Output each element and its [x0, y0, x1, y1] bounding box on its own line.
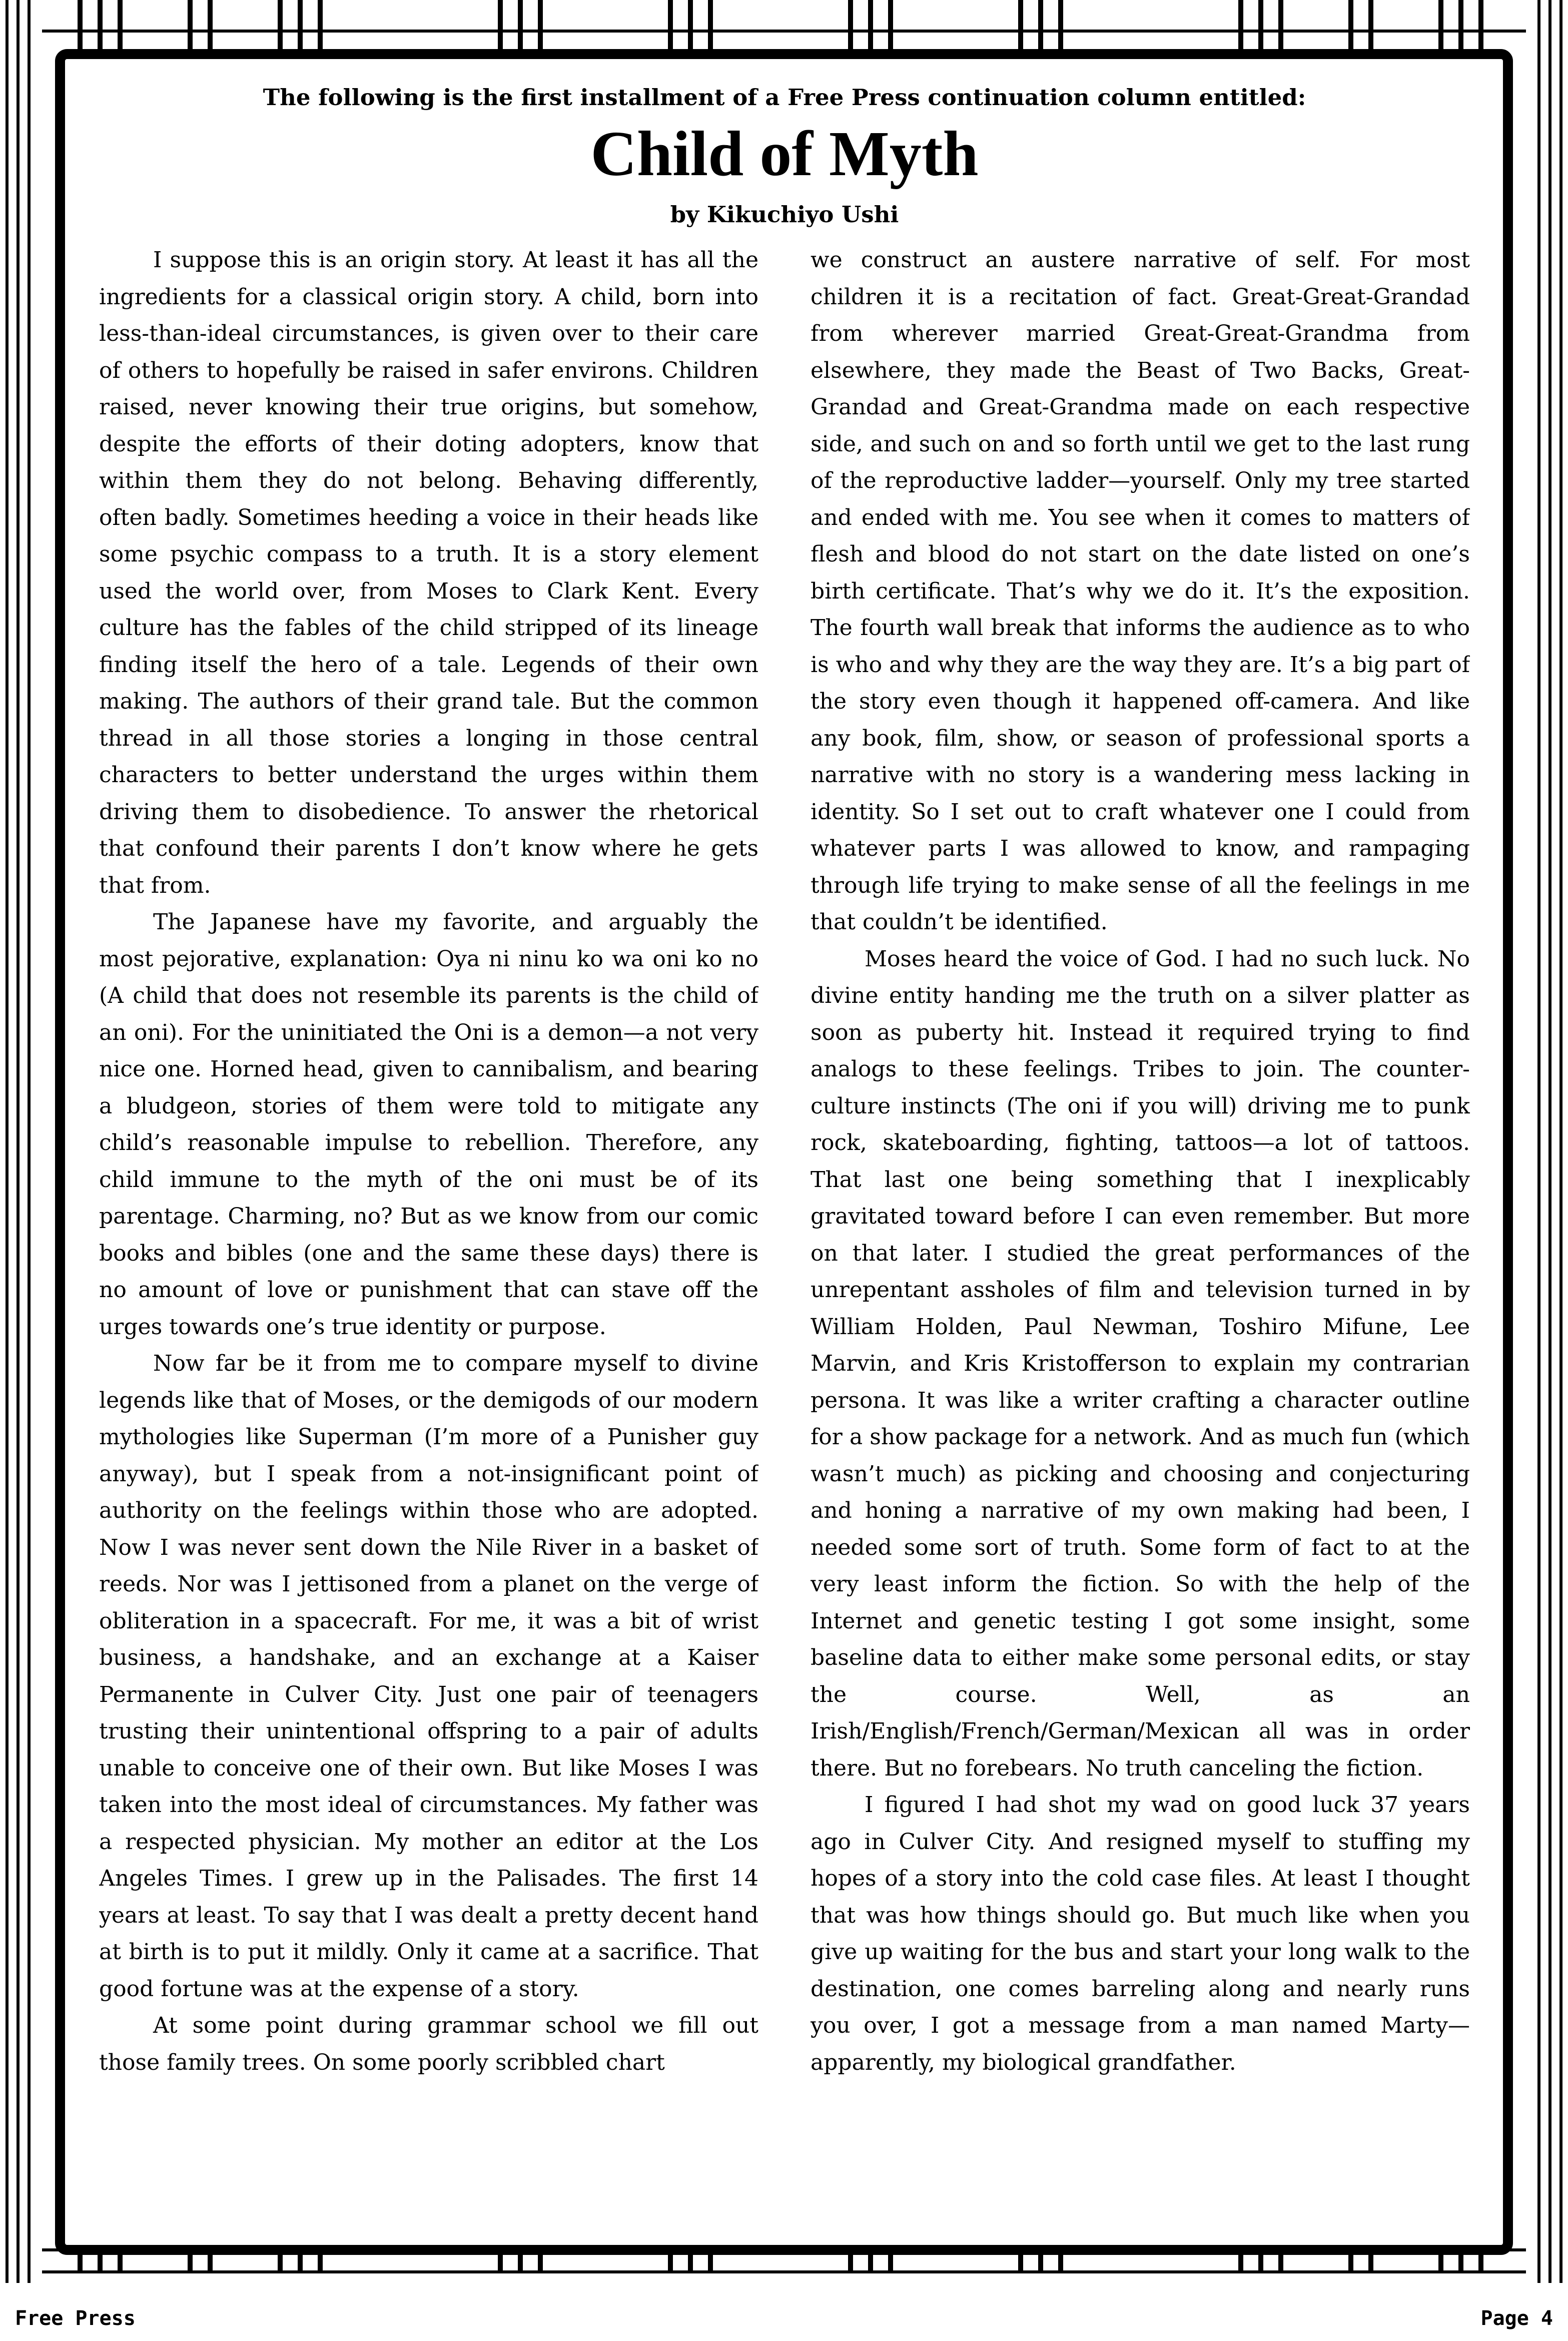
paragraph: Moses heard the voice of God. I had no such luck. No divine entity handing me the truth on a silver platter as soon as puberty hit. Instead it required trying to find analogs to these feelings. Tribes to join. The counter-culture instincts (The oni if you will) driving me to punk rock, skateboarding, fighting, tattoos—a lot of tattoos. That last one being something that I inexplicably gravitated toward before I can even remember. But more on that later. I studied the great performances of the unrepentant assholes of film and television turned in by William Holden, Paul Newman, Toshiro Mifune, Lee Marvin, and Kris Kristofferson to explain my contrarian persona. It was like a writer crafting a character outline for a show package for a network. And as much fun (which wasn’t much) as picking and choosing and conjecturing and honing a narrative of my own making had been, I needed some sort of truth. Some form of fact to at the very least inform the fiction. So with the help of the Internet and genetic testing I got some insight, some baseline data to either make some personal edits, or stay the course. Well, as an Irish/English/French/German/Mexican all was in order there. But no forebears. No truth canceling the fiction.: [811, 946, 1470, 1781]
column-left: [99, 242, 758, 2213]
article-title: Child of Myth: [590, 118, 979, 189]
publication-name: Free Press: [15, 2307, 136, 2330]
paragraph: At some point during grammar school we fill out those family trees. On some poorly scribbled chart: [99, 2013, 758, 2075]
page-number: Page 4: [1480, 2307, 1553, 2330]
paragraph: Now far be it from me to compare myself to divine legends like that of Moses, or the demigods of our modern mythologies like Superman (I’m more of a Punisher guy anyway), but I speak from a not-insignificant point of authority on the feelings within those who are adopted. Now I was never sent down the Nile River in a basket of reeds. Nor was I jettisoned from a planet on the verge of obliteration in a spacecraft. For me, it was a bit of wrist business, a handshake, and an exchange at a Kaiser Permanente in Culver City. Just one pair of teenagers trusting their unintentional offspring to a pair of adults unable to conceive one of their own. But like Moses I was taken into the most ideal of circumstances. My father was a respected physician. My mother an editor at the Los Angeles Times. I grew up in the Palisades. The first 14 years at least. To say that I was dealt a pretty decent hand at birth is to put it mildly. Only it came at a sacrifice. That good fortune was at the expense of a story.: [99, 1351, 758, 2002]
article: [99, 83, 1470, 2222]
paragraph: we construct an austere narrative of self. For most children it is a recitation of fact. Great-Great-Grandad from wherever married Great-Great-Grandma from elsewhere, they made the Beast of Two Backs, Great-Grandad and Great-Grandma made on each respective side, and such on and so forth until we get to the last rung of the reproductive ladder—yourself. Only my tree started and ended with me. You see when it comes to matters of flesh and blood do not start on the date listed on one’s birth certificate. That’s why we do it. It’s the exposition. The fourth wall break that informs the audience as to who is who and why they are the way they are. It’s a big part of the story even though it happened off-camera. And like any book, film, show, or season of professional sports a narrative with no story is a wandering mess lacking in identity. So I set out to craft whatever one I could from whatever parts I was allowed to know, and rampaging through life trying to make sense of all the feelings in me that couldn’t be identified.: [811, 247, 1470, 935]
paragraph: I figured I had shot my wad on good luck 37 years ago in Culver City. And resigned myself to stuffing my hopes of a story into the cold case files. At least I thought that was how things should go. But much like when you give up waiting for the bus and start your long walk to the destination, one comes barreling along and nearly runs you over, I got a message from a man named Marty—apparently, my biological grandfather.: [811, 1792, 1470, 2075]
paragraph: The Japanese have my favorite, and arguably the most pejorative, explanation: Oya ni ninu ko wa oni ko no (A child that does not resemble its parents is the child of an oni). For the uninitiated the Oni is a demon—a not very nice one. Horned head, given to cannibalism, and bearing a bludgeon, stories of them were told to mitigate any child’s reasonable impulse to rebellion. Therefore, any child immune to the myth of the oni must be of its parentage. Charming, no? But as we know from our comic books and bibles (one and the same these days) there is no amount of love or punishment that can stave off the urges towards one’s true identity or purpose.: [99, 909, 758, 1340]
article-intro: The following is the first installment of a Free Press continuation column entitled:: [263, 84, 1306, 111]
article-byline: by Kikuchiyo Ushi: [670, 201, 899, 228]
column-right: [811, 242, 1470, 2213]
paragraph: I suppose this is an origin story. At least it has all the ingredients for a classical origin story. A child, born into less-than-ideal circumstances, is given over to their care of others to hopefully be raised in safer environs. Children raised, never knowing their true origins, but somehow, despite the efforts of their doting adopters, know that within them they do not belong. Behaving differently, often badly. Sometimes heeding a voice in their heads like some psychic compass to a truth. It is a story element used the world over, from Moses to Clark Kent. Every culture has the fables of the child stripped of its lineage finding itself the hero of a tale. Legends of their own making. The authors of their grand tale. But the common thread in all those stories a longing in those central characters to better understand the urges within them driving them to disobedience. To answer the rhetorical that confound their parents I don’t know where he gets that from.: [99, 247, 758, 898]
article-body: [99, 242, 1470, 2213]
